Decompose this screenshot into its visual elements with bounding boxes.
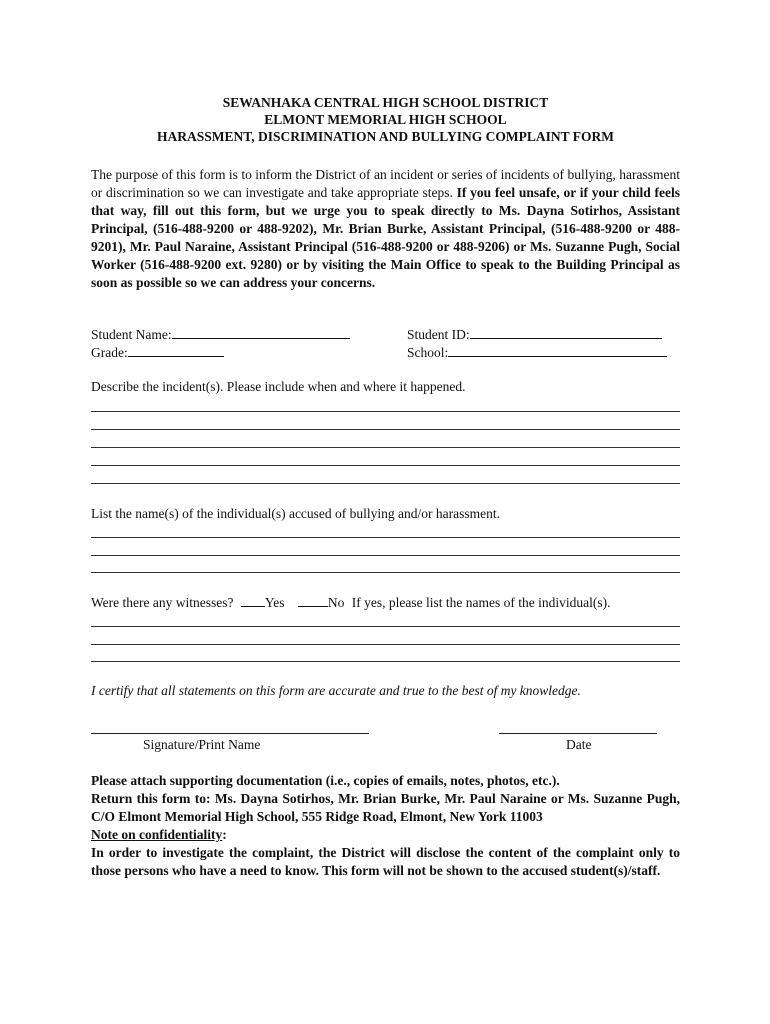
witness-yes-label: Yes bbox=[264, 595, 285, 610]
student-id-blank[interactable] bbox=[470, 326, 662, 339]
school-field[interactable] bbox=[407, 344, 667, 362]
witness-line[interactable] bbox=[91, 661, 680, 662]
witness-line[interactable] bbox=[91, 644, 680, 645]
accused-line[interactable] bbox=[91, 537, 680, 538]
describe-line[interactable] bbox=[91, 429, 680, 430]
student-name-field[interactable] bbox=[91, 326, 350, 344]
accused-line[interactable] bbox=[91, 572, 680, 573]
confidentiality-body: In order to investigate the complaint, the District will disclose the content of the complaint only to those persons who have a need to know. This form will not be shown to the accused student(s)/staff. bbox=[91, 845, 680, 878]
certification-statement: I certify that all statements on this form are accurate and true to the best of my knowledge. bbox=[91, 683, 581, 698]
describe-line[interactable] bbox=[91, 483, 680, 484]
accused-line[interactable] bbox=[91, 555, 680, 556]
describe-line[interactable] bbox=[91, 447, 680, 448]
confidentiality-heading-row bbox=[91, 826, 680, 844]
school-label: School: bbox=[407, 345, 449, 360]
witness-yes-blank[interactable] bbox=[241, 594, 265, 607]
signature-line[interactable] bbox=[91, 733, 369, 734]
form-title: HARASSMENT, DISCRIMINATION AND BULLYING COMPLAINT FORM bbox=[156, 129, 615, 144]
student-id-field[interactable] bbox=[407, 326, 662, 344]
intro-bold-text: If you feel unsafe, or if your child feels that way, fill out this form, but we urge you to speak directly to Ms. Dayna Sotirhos, Assistant Principal, (516-488-9200 or 488-9202), Mr. Brian Burke, Assistant Principal, (516-488-9200 or 488-9201), Mr. Paul Naraine, Assistant Principal (516-488-9200 or 488-9206) or Ms. Suzanne Pugh, Social Worker (516-488-9200 ext. 9280) or by visiting the Main Office to speak to the Building Principal as soon as possible so we can address your concerns. bbox=[91, 185, 681, 290]
student-name-label: Student Name: bbox=[91, 327, 172, 342]
grade-blank[interactable] bbox=[128, 344, 224, 357]
grade-field[interactable] bbox=[91, 344, 224, 362]
witness-no-label: No bbox=[327, 595, 345, 610]
confidentiality-colon: : bbox=[222, 827, 227, 842]
student-name-blank[interactable] bbox=[172, 326, 350, 339]
intro-paragraph bbox=[91, 166, 680, 292]
witnesses-instructions: If yes, please list the names of the individual(s). bbox=[351, 595, 611, 610]
describe-incident-prompt: Describe the incident(s). Please include when and where it happened. bbox=[91, 379, 466, 394]
signature-label: Signature/Print Name bbox=[143, 737, 261, 752]
witness-line[interactable] bbox=[91, 626, 680, 627]
school-name: ELMONT MEMORIAL HIGH SCHOOL bbox=[264, 112, 507, 127]
intro-plain-text: The purpose of this form is to inform the District of an incident or series of incidents of bullying, harassment or discrimination so we can investigate and take appropriate steps. bbox=[91, 167, 680, 200]
date-label: Date bbox=[566, 737, 592, 752]
date-line[interactable] bbox=[499, 733, 657, 734]
accused-names-prompt: List the name(s) of the individual(s) accused of bullying and/or harassment. bbox=[91, 506, 501, 521]
form-header bbox=[91, 94, 680, 145]
attach-note: Please attach supporting documentation (i.e., copies of emails, notes, photos, etc.). bbox=[91, 773, 560, 788]
footer-instructions bbox=[91, 772, 680, 880]
witnesses-question: Were there any witnesses? bbox=[91, 595, 234, 610]
witness-no-blank[interactable] bbox=[298, 594, 328, 607]
confidentiality-heading: Note on confidentiality bbox=[91, 827, 223, 842]
student-id-label: Student ID: bbox=[407, 327, 470, 342]
describe-line[interactable] bbox=[91, 465, 680, 466]
school-blank[interactable] bbox=[448, 344, 667, 357]
describe-line[interactable] bbox=[91, 411, 680, 412]
grade-label: Grade: bbox=[91, 345, 128, 360]
district-name: SEWANHAKA CENTRAL HIGH SCHOOL DISTRICT bbox=[222, 95, 549, 110]
return-instructions: Return this form to: Ms. Dayna Sotirhos, Mr. Brian Burke, Mr. Paul Naraine or Ms. Suzanne Pugh, C/O Elmont Memorial High School, 555 Ridge Road, Elmont, New York 11003 bbox=[91, 791, 680, 824]
witnesses-row bbox=[91, 594, 610, 612]
